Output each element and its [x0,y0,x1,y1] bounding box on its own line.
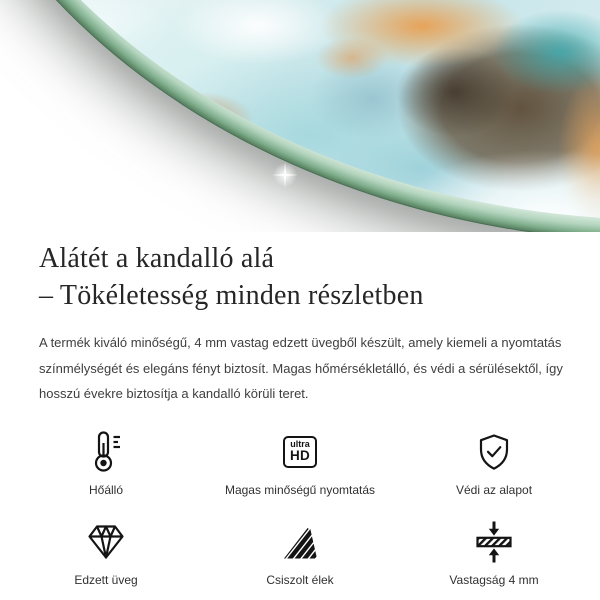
shield-check-icon [474,429,514,475]
feature-label: Edzett üveg [74,572,138,587]
polished-edges-icon [280,519,320,565]
feature-label: Hőálló [88,482,124,497]
diamond-icon [84,519,128,565]
feature-item-thickness [397,519,591,587]
feature-label: Vastagság 4 mm [449,572,539,587]
feature-item-tempered-glass [9,519,203,587]
ultra-hd-icon [283,429,317,475]
sparkle-glint-icon [272,162,298,188]
feature-label: Csiszolt élek [266,572,334,587]
product-photo [0,0,600,232]
feature-label: Védi az alapot [455,482,533,497]
feature-item-polished-edges [203,519,397,587]
feature-item-heat-resistant [9,429,203,497]
ultra-hd-badge-bottom: HD [289,448,311,463]
page-title-line2: – Tökéletesség minden részletben [39,280,424,311]
page-title-line1: Alátét a kandalló alá [39,243,275,274]
marble-print-surface [0,0,600,232]
content-block [0,232,600,407]
ultra-hd-badge-top: ultra [290,439,310,449]
description-line: színmélységét és elegáns fényt biztosít. Magas hőmérsékletálló, és védi a sérülésektől, így [39,360,563,376]
feature-item-print-quality [203,429,397,497]
description-line: A termék kiváló minőségű, 4 mm vastag edzett üvegből készült, amely kiemeli a nyomtatás [39,335,562,350]
thermometer-icon [88,429,124,475]
feature-grid [9,429,591,587]
product-description [39,330,561,407]
description-line: hosszú évekre biztosítja a kandalló körüli teret. [39,386,309,401]
feature-item-protects-base [397,429,591,497]
thickness-icon [474,519,514,565]
feature-label: Magas minőségű nyomtatás [224,482,376,497]
page-title [39,240,561,314]
